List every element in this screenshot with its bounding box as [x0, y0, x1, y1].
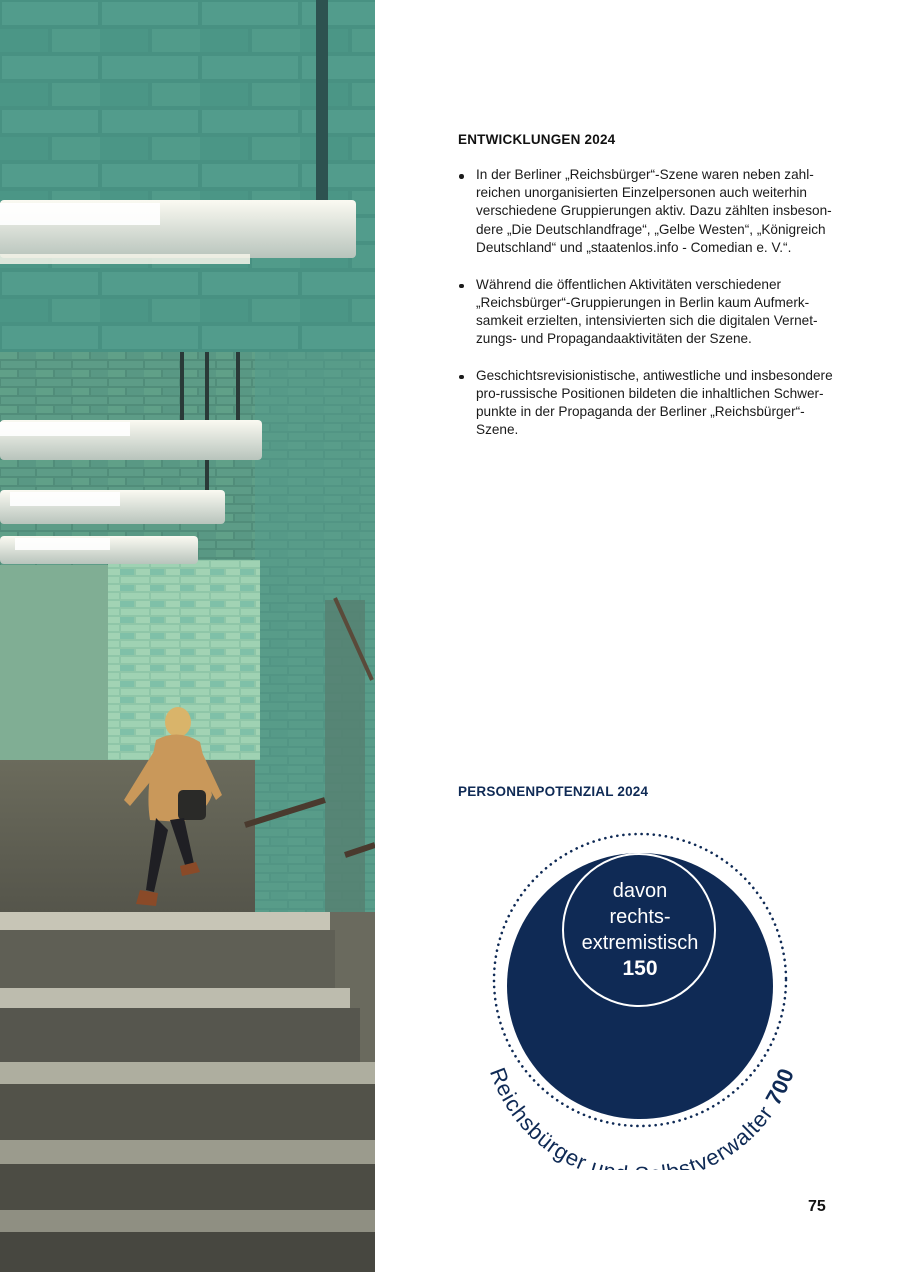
cover-photo — [0, 0, 375, 1272]
list-item: Während die öffentlichen Aktivitäten verschiedener „Reichsbürger“-Gruppierungen in Berlin kaum Aufmerk-samkeit erzielten, intensivierten sich die digitalen Vernet-zungs- und Propagandaaktivitäten der Szene. — [458, 276, 838, 349]
section-title-personenpotenzial: PERSONENPOTENZIAL 2024 — [458, 784, 649, 799]
section-title-entwicklungen: ENTWICKLUNGEN 2024 — [458, 132, 616, 147]
page-number: 75 — [808, 1198, 826, 1215]
inner-label-line: extremistisch — [581, 932, 699, 954]
subset-circle — [563, 854, 715, 1006]
list-item: In der Berliner „Reichsbürger“-Szene waren neben zahl-reichen unorganisierten Einzelpersonen auch weiterhin verschiedene Gruppierungen aktiv. Dazu zählten insbeson-dere „Die Deutschlandfrage“, „Gelbe Westen“, „Königreich Deutschland“ und „staatenlos.info - Comedian e. V.“. — [458, 166, 838, 257]
outer-value: 700 — [760, 1064, 800, 1110]
inner-label-line: davon — [612, 880, 668, 902]
inner-label-line: rechts- — [609, 906, 671, 928]
list-item: Geschichtsrevisionistische, antiwestliche und insbesondere pro-russische Positionen bildeten die inhaltlichen Schwer-punkte in der Propaganda der Berliner „Reichsbürger“-Szene. — [458, 367, 838, 440]
developments-list — [458, 166, 838, 458]
inner-value: 150 — [622, 957, 658, 980]
person-potential-diagram — [460, 830, 820, 1170]
subway-stairs-photo — [0, 0, 375, 1272]
outer-label: Reichsbürger u stverwalter — [484, 1064, 779, 1170]
